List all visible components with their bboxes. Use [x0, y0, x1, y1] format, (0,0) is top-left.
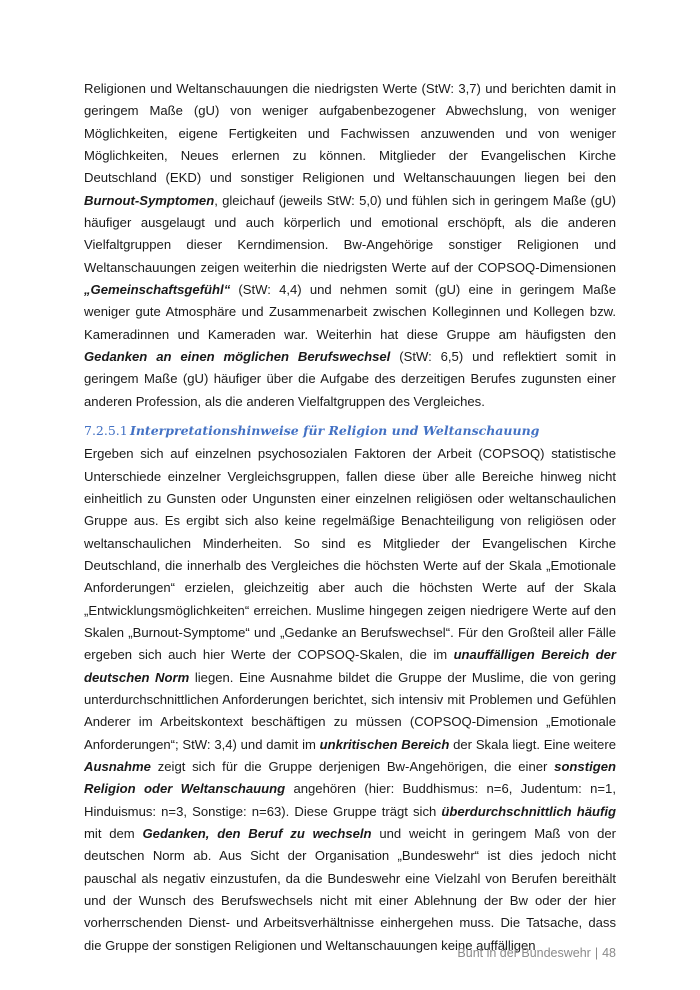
emphasis-text: überdurchschnittlich häufig: [441, 803, 617, 819]
body-paragraph: [84, 78, 616, 413]
body-text: mit dem: [84, 826, 143, 841]
body-text: angehören (hier: Buddhismus: n=6, Judentum: n=1, Hinduismus: n=3, Sonstige: n=63). Diese Gruppe trägt sich: [84, 781, 616, 819]
body-text: und weicht in geringem Maß von der deutschen Norm ab. Aus Sicht der Organisation „Bundeswehr“ ist dies jedoch nicht pauschal als negativ einzustufen, da die Bundeswehr eine Vielzahl von Berufen bereithält und der Wunsch des Berufswechsels nicht mit einer Ablehnung der Bw oder der hier vorherrschenden Dienst- und Arbeitsverhältnisse einhergehen muss. Die Tatsache, dass die Gruppe der sonstigen Religionen und Weltanschauungen keine auffälligen: [84, 826, 616, 953]
footer-title: Bunt in der Bundeswehr: [457, 946, 591, 960]
emphasis-text: sonstigen Religion oder Weltanschauung: [84, 758, 616, 797]
section-number: 7.2.5.1: [84, 423, 128, 439]
body-paragraph: [84, 443, 616, 957]
page-number: 48: [602, 946, 616, 960]
page-body: [84, 78, 616, 957]
footer-separator: |: [594, 946, 599, 960]
body-text: Ergeben sich auf einzelnen psychosozialen Faktoren der Arbeit (COPSOQ) statistische Unterschiede einzelner Vergleichsgruppen, fallen diese über alle Bereiche hinweg nicht einheitlich zu Gunsten oder Ungunsten einer einzelnen religiösen oder weltanschaulichen Gruppe aus. Es ergibt sich also keine regelmäßige Benachteiligung von religiösen oder weltanschaulichen Minderheiten. So sind es Mitglieder der Evangelischen Kirche Deutschland, die innerhalb des Vergleiches die höchsten Werte auf der Skala „Emotionale Anforderungen“ erzielen, gleichzeitig aber auch die höchsten Werte auf der Skala „Entwicklungsmöglichkeiten“ erreichen. Muslime hingegen zeigen niedrigere Werte auf den Skalen „Burnout-Symptome“ und „Gedanke an Berufswechsel“. Für den Großteil aller Fälle ergeben sich auch hier Werte der COPSOQ-Skalen, die im: [84, 446, 616, 663]
page-footer: [457, 946, 616, 960]
body-text: (StW: 6,5) und reflektiert somit in geringem Maße (gU) häufiger über die Aufgabe des derzeitigen Berufes zugunsten einer anderen Profession, als die anderen Vielfaltgruppen des Vergleiches.: [84, 349, 616, 409]
body-text: zeigt sich für die Gruppe derjenigen Bw-Angehörigen, die einer: [150, 758, 555, 774]
emphasis-text: Ausnahme: [84, 758, 151, 774]
body-text: (StW: 4,4) und nehmen somit (gU) eine in geringem Maße weniger gute Atmosphäre und Zusammenarbeit zwischen Kolleginnen und Kollegen bzw. Kameradinnen und Kameraden war. Weiterhin hat diese Gruppe am häufigsten den: [84, 282, 616, 342]
body-text: Religionen und Weltanschauungen die niedrigsten Werte (StW: 3,7) und berichten damit in geringem Maße (gU) von weniger aufgabenbezogener Abwechslung, von weniger Möglichkeiten, eigene Fertigkeiten und Fachwissen anzuwenden und von weniger Möglichkeiten, Neues erlernen zu können. Mitglieder der Evangelischen Kirche Deutschland (EKD) und sonstiger Religionen und Weltanschauungen liegen bei den: [84, 81, 616, 186]
emphasis-text: unauffälligen Bereich der deutschen Norm: [84, 647, 617, 685]
emphasis-text: Gedanken an einen möglichen Berufswechsel: [84, 349, 391, 365]
emphasis-text: unkritischen Bereich: [319, 736, 450, 752]
section-title: Interpretationshinweise für Religion und Weltanschauung: [130, 423, 540, 439]
body-text: der Skala liegt. Eine weitere: [449, 736, 616, 752]
body-text: , gleichauf (jeweils StW: 5,0) und fühlen sich in geringem Maße (gU) häufiger ausgelaugt und auch körperlich und emotional erschöpft, als die anderen Vielfaltgruppen dieser Kerndimension. Bw-Angehörige sonstiger Religionen und Weltanschauungen zeigen weiterhin die niedrigsten Werte auf der COPSOQ-Dimensionen: [84, 192, 616, 275]
emphasis-text: Gedanken, den Beruf zu wechseln: [142, 826, 372, 841]
emphasis-text: Burnout-Symptomen: [84, 192, 215, 208]
emphasis-text: „Gemeinschaftsgefühl“: [84, 282, 231, 298]
body-text: liegen. Eine Ausnahme bildet die Gruppe der Muslime, die von gering unterdurchschnittlichen Anforderungen berichtet, sich intensiv mit Problemen und Gefühlen Anderer im Arbeitskontext beschäftigen zu müssen (COPSOQ-Dimension „Emotionale Anforderungen“; StW: 3,4) und damit im: [84, 669, 617, 752]
section-heading: [84, 419, 616, 443]
